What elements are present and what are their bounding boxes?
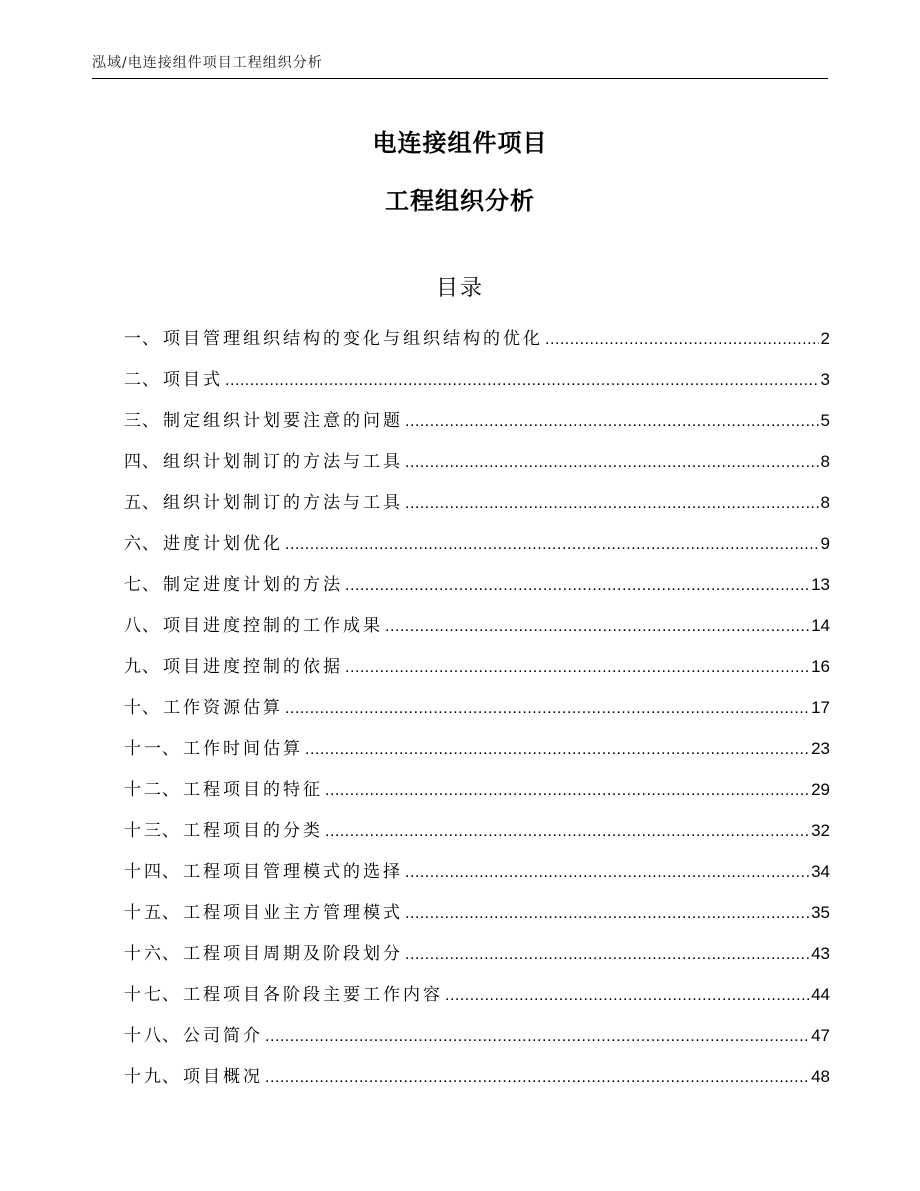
toc-dot-leader bbox=[285, 697, 809, 721]
toc-dot-leader bbox=[305, 738, 809, 762]
toc-entry[interactable] bbox=[124, 366, 830, 407]
toc-entry-title: 项目式 bbox=[163, 370, 223, 390]
document-title-line-1: 电连接组件项目 bbox=[372, 129, 548, 157]
toc-entry-title: 进度计划优化 bbox=[163, 534, 283, 554]
toc-entry-number: 六 bbox=[124, 534, 144, 554]
toc-entry-separator: 、 bbox=[142, 370, 159, 390]
toc-entry-number: 五 bbox=[124, 493, 144, 513]
toc-entry-title: 工程项目周期及阶段划分 bbox=[183, 944, 403, 964]
toc-entry-page-number: 32 bbox=[811, 821, 830, 840]
toc-entry-page-number: 44 bbox=[811, 985, 830, 1004]
toc-entry-number: 四 bbox=[124, 452, 144, 472]
toc-entry-title: 项目概况 bbox=[183, 1067, 263, 1087]
toc-entry-number: 十九 bbox=[124, 1067, 164, 1087]
toc-entry-title: 工作时间估算 bbox=[183, 739, 303, 759]
toc-dot-leader bbox=[405, 861, 809, 885]
toc-entry-page-number: 23 bbox=[811, 739, 830, 758]
toc-entry-separator: 、 bbox=[162, 862, 179, 882]
toc-entry-number: 十六 bbox=[124, 944, 164, 964]
toc-entry-title: 制定组织计划要注意的问题 bbox=[163, 411, 403, 431]
toc-dot-leader bbox=[405, 902, 809, 926]
toc-entry-number: 二 bbox=[124, 370, 144, 390]
toc-dot-leader bbox=[385, 615, 809, 639]
toc-entry-title: 工程项目管理模式的选择 bbox=[183, 862, 403, 882]
toc-dot-leader bbox=[285, 533, 819, 557]
toc-entry-number: 十五 bbox=[124, 903, 164, 923]
toc-dot-leader bbox=[325, 820, 809, 844]
toc-entry-page-number: 17 bbox=[811, 698, 830, 717]
toc-entry-title: 工程项目的分类 bbox=[183, 821, 323, 841]
toc-entry[interactable] bbox=[124, 1022, 830, 1063]
toc-entry[interactable] bbox=[124, 612, 830, 653]
toc-entry-title: 工程项目业主方管理模式 bbox=[183, 903, 403, 923]
toc-entry-separator: 、 bbox=[142, 329, 159, 349]
toc-entry-title: 制定进度计划的方法 bbox=[163, 575, 343, 595]
toc-entry-title: 项目进度控制的依据 bbox=[163, 657, 343, 677]
toc-entry-page-number: 35 bbox=[811, 903, 830, 922]
toc-entry-separator: 、 bbox=[142, 698, 159, 718]
toc-dot-leader bbox=[405, 943, 809, 967]
toc-entry-number: 七 bbox=[124, 575, 144, 595]
toc-entry[interactable] bbox=[124, 489, 830, 530]
toc-entry-page-number: 13 bbox=[811, 575, 830, 594]
toc-entry-separator: 、 bbox=[162, 739, 179, 759]
toc-dot-leader bbox=[265, 1066, 809, 1090]
toc-entry[interactable] bbox=[124, 407, 830, 448]
toc-entry-number: 十七 bbox=[124, 985, 164, 1005]
toc-entry-title: 项目进度控制的工作成果 bbox=[163, 616, 383, 636]
toc-entry-separator: 、 bbox=[162, 780, 179, 800]
toc-entry-page-number: 29 bbox=[811, 780, 830, 799]
toc-entry-number: 十一 bbox=[124, 739, 164, 759]
toc-entry-page-number: 48 bbox=[811, 1067, 830, 1086]
toc-entry-number: 一 bbox=[124, 329, 144, 349]
toc-entry[interactable] bbox=[124, 940, 830, 981]
toc-entry-number: 八 bbox=[124, 616, 144, 636]
toc-entry-page-number: 43 bbox=[811, 944, 830, 963]
toc-entry-separator: 、 bbox=[142, 534, 159, 554]
table-of-contents bbox=[124, 325, 830, 1104]
toc-entry-page-number: 34 bbox=[811, 862, 830, 881]
toc-entry-page-number: 16 bbox=[811, 657, 830, 676]
toc-entry-page-number: 14 bbox=[811, 616, 830, 635]
toc-entry-number: 十 bbox=[124, 698, 144, 718]
toc-entry[interactable] bbox=[124, 817, 830, 858]
toc-entry[interactable] bbox=[124, 981, 830, 1022]
toc-dot-leader bbox=[545, 328, 819, 352]
toc-entry[interactable] bbox=[124, 653, 830, 694]
toc-entry-number: 三 bbox=[124, 411, 144, 431]
toc-entry-separator: 、 bbox=[162, 1067, 179, 1087]
page-header: 泓域/电连接组件项目工程组织分析 bbox=[92, 55, 323, 71]
toc-entry-title: 工程项目各阶段主要工作内容 bbox=[183, 985, 443, 1005]
toc-entry-separator: 、 bbox=[142, 616, 159, 636]
toc-entry-number: 十二 bbox=[124, 780, 164, 800]
toc-entry-separator: 、 bbox=[162, 985, 179, 1005]
toc-entry[interactable] bbox=[124, 858, 830, 899]
toc-dot-leader bbox=[265, 1025, 809, 1049]
toc-entry-page-number: 47 bbox=[811, 1026, 830, 1045]
toc-entry-title: 工程项目的特征 bbox=[183, 780, 323, 800]
toc-entry-separator: 、 bbox=[142, 411, 159, 431]
toc-entry[interactable] bbox=[124, 735, 830, 776]
toc-entry[interactable] bbox=[124, 694, 830, 735]
toc-entry-title: 组织计划制订的方法与工具 bbox=[163, 493, 403, 513]
toc-entry-separator: 、 bbox=[142, 575, 159, 595]
toc-entry-separator: 、 bbox=[162, 1026, 179, 1046]
toc-entry[interactable] bbox=[124, 530, 830, 571]
toc-entry-page-number: 3 bbox=[820, 370, 830, 389]
toc-entry-separator: 、 bbox=[142, 657, 159, 677]
toc-entry-number: 十八 bbox=[124, 1026, 164, 1046]
toc-entry-title: 公司简介 bbox=[183, 1026, 263, 1046]
toc-entry-title: 项目管理组织结构的变化与组织结构的优化 bbox=[163, 329, 543, 349]
toc-entry-separator: 、 bbox=[162, 903, 179, 923]
toc-entry-page-number: 8 bbox=[820, 493, 830, 512]
toc-entry-separator: 、 bbox=[142, 452, 159, 472]
header-divider bbox=[92, 78, 828, 79]
toc-entry-separator: 、 bbox=[162, 944, 179, 964]
toc-entry-page-number: 8 bbox=[820, 452, 830, 471]
toc-entry-number: 十三 bbox=[124, 821, 164, 841]
toc-entry-page-number: 9 bbox=[820, 534, 830, 553]
toc-entry-number: 十四 bbox=[124, 862, 164, 882]
toc-entry[interactable] bbox=[124, 325, 830, 366]
toc-entry-number: 九 bbox=[124, 657, 144, 677]
toc-entry[interactable] bbox=[124, 776, 830, 817]
toc-entry-separator: 、 bbox=[162, 821, 179, 841]
document-title-line-2: 工程组织分析 bbox=[385, 187, 535, 215]
toc-entry[interactable] bbox=[124, 1063, 830, 1104]
toc-dot-leader bbox=[405, 410, 819, 434]
toc-entry-title: 组织计划制订的方法与工具 bbox=[163, 452, 403, 472]
toc-entry-page-number: 5 bbox=[820, 411, 830, 430]
toc-entry-title: 工作资源估算 bbox=[163, 698, 283, 718]
toc-dot-leader bbox=[225, 369, 819, 393]
toc-dot-leader bbox=[325, 779, 809, 803]
toc-dot-leader bbox=[345, 574, 809, 598]
toc-entry[interactable] bbox=[124, 448, 830, 489]
toc-dot-leader bbox=[405, 492, 819, 516]
toc-entry[interactable] bbox=[124, 571, 830, 612]
toc-dot-leader bbox=[445, 984, 809, 1008]
toc-dot-leader bbox=[405, 451, 819, 475]
toc-entry-separator: 、 bbox=[142, 493, 159, 513]
toc-entry[interactable] bbox=[124, 899, 830, 940]
toc-dot-leader bbox=[345, 656, 809, 680]
toc-heading: 目录 bbox=[435, 276, 484, 301]
toc-entry-page-number: 2 bbox=[820, 329, 830, 348]
